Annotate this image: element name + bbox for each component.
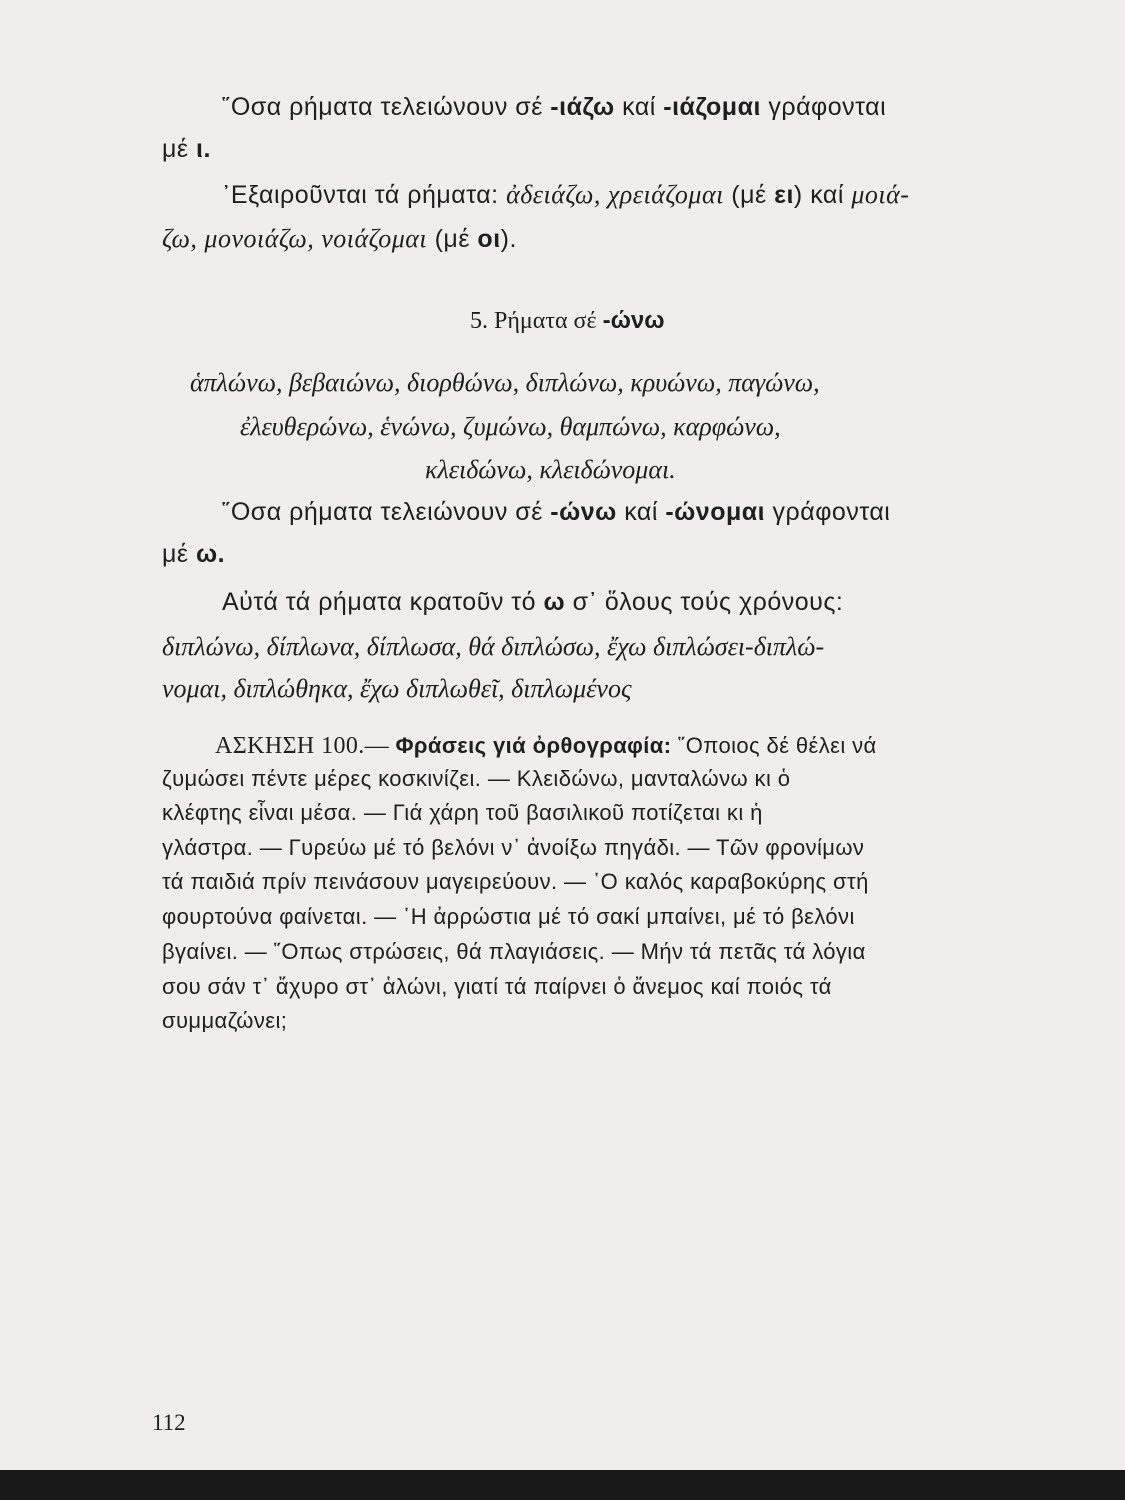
ono-tenses-line-1: Αὐτά τά ρήματα κρατοῦν τό ω σ᾿ ὅλους τούς χρόνους:	[222, 588, 844, 616]
ono-tenses-line-3: νομαι, διπλώθηκα, ἔχω διπλωθεῖ, διπλωμένος	[162, 674, 632, 703]
ono-tenses-line-2: διπλώνω, δίπλωνα, δίπλωσα, θά διπλώσω, ἔχω διπλώσει-διπλώ-	[162, 632, 825, 661]
exercise-100-line-8: σου σάν τ᾿ ἄχυρο στ᾿ ἁλώνι, γιατί τά παίρνει ὁ ἄνεμος καί ποιός τά	[162, 974, 832, 999]
iazo-rule-line-1: ῞Οσα ρήματα τελειώνουν σέ -ιάζω καί -ιάζομαι γράφονται	[222, 93, 887, 121]
ono-words-line-1: ἁπλώνω, βεβαιώνω, διορθώνω, διπλώνω, κρυώνω, παγώνω,	[190, 368, 820, 397]
exercise-100-line-2: ζυμώσει πέντε μέρες κοσκινίζει. — Κλειδώνω, μανταλώνω κι ὁ	[162, 766, 791, 791]
exercise-100-line-6: φουρτούνα φαίνεται. — ῾Η ἀρρώστια μέ τό σακί μπαίνει, μέ τό βελόνι	[162, 904, 855, 929]
exercise-100-line-7: βγαίνει. — ῞Οπως στρώσεις, θά πλαγιάσεις. — Μήν τά πετᾶς τά λόγια	[162, 939, 866, 964]
exercise-100-line-9: συμμαζώνει;	[162, 1008, 288, 1033]
iazo-exceptions-line-1: ᾿Εξαιροῦνται τά ρήματα: ἀδειάζω, χρειάζομαι (μέ ει) καί μοιά-	[222, 180, 910, 209]
scan-edge	[0, 1470, 1125, 1500]
iazo-exceptions-line-2: ζω, μονοιάζω, νοιάζομαι (μέ οι).	[162, 224, 517, 253]
ono-words-line-3: κλειδώνω, κλειδώνομαι.	[425, 455, 676, 484]
ono-rule-line-2: μέ ω.	[162, 540, 226, 568]
ono-words-line-2: ἐλευθερώνω, ἑνώνω, ζυμώνω, θαμπώνω, καρφώνω,	[240, 412, 781, 441]
page-number: 112	[152, 1410, 186, 1435]
iazo-rule-line-2: μέ ι.	[162, 135, 211, 163]
exercise-100-line-3: κλέφτης εἶναι μέσα. — Γιά χάρη τοῦ βασιλικοῦ ποτίζεται κι ἡ	[162, 800, 763, 825]
exercise-100-line-4: γλάστρα. — Γυρεύω μέ τό βελόνι ν᾿ ἀνοίξω πηγάδι. — Τῶν φρονίμων	[162, 835, 865, 860]
exercise-100-line-1: ΑΣΚΗΣΗ 100.— Φράσεις γιά ὀρθογραφία: ῞Οποιος δέ θέλει νά	[215, 733, 877, 759]
exercise-100-line-5: τά παιδιά πρίν πεινάσουν μαγειρεύουν. — ῾Ο καλός καραβοκύρης στή	[162, 869, 869, 894]
section-5-title: 5. Ρήματα σέ -ώνω	[470, 307, 665, 334]
ono-rule-line-1: ῞Οσα ρήματα τελειώνουν σέ -ώνω καί -ώνομαι γράφονται	[222, 498, 891, 526]
